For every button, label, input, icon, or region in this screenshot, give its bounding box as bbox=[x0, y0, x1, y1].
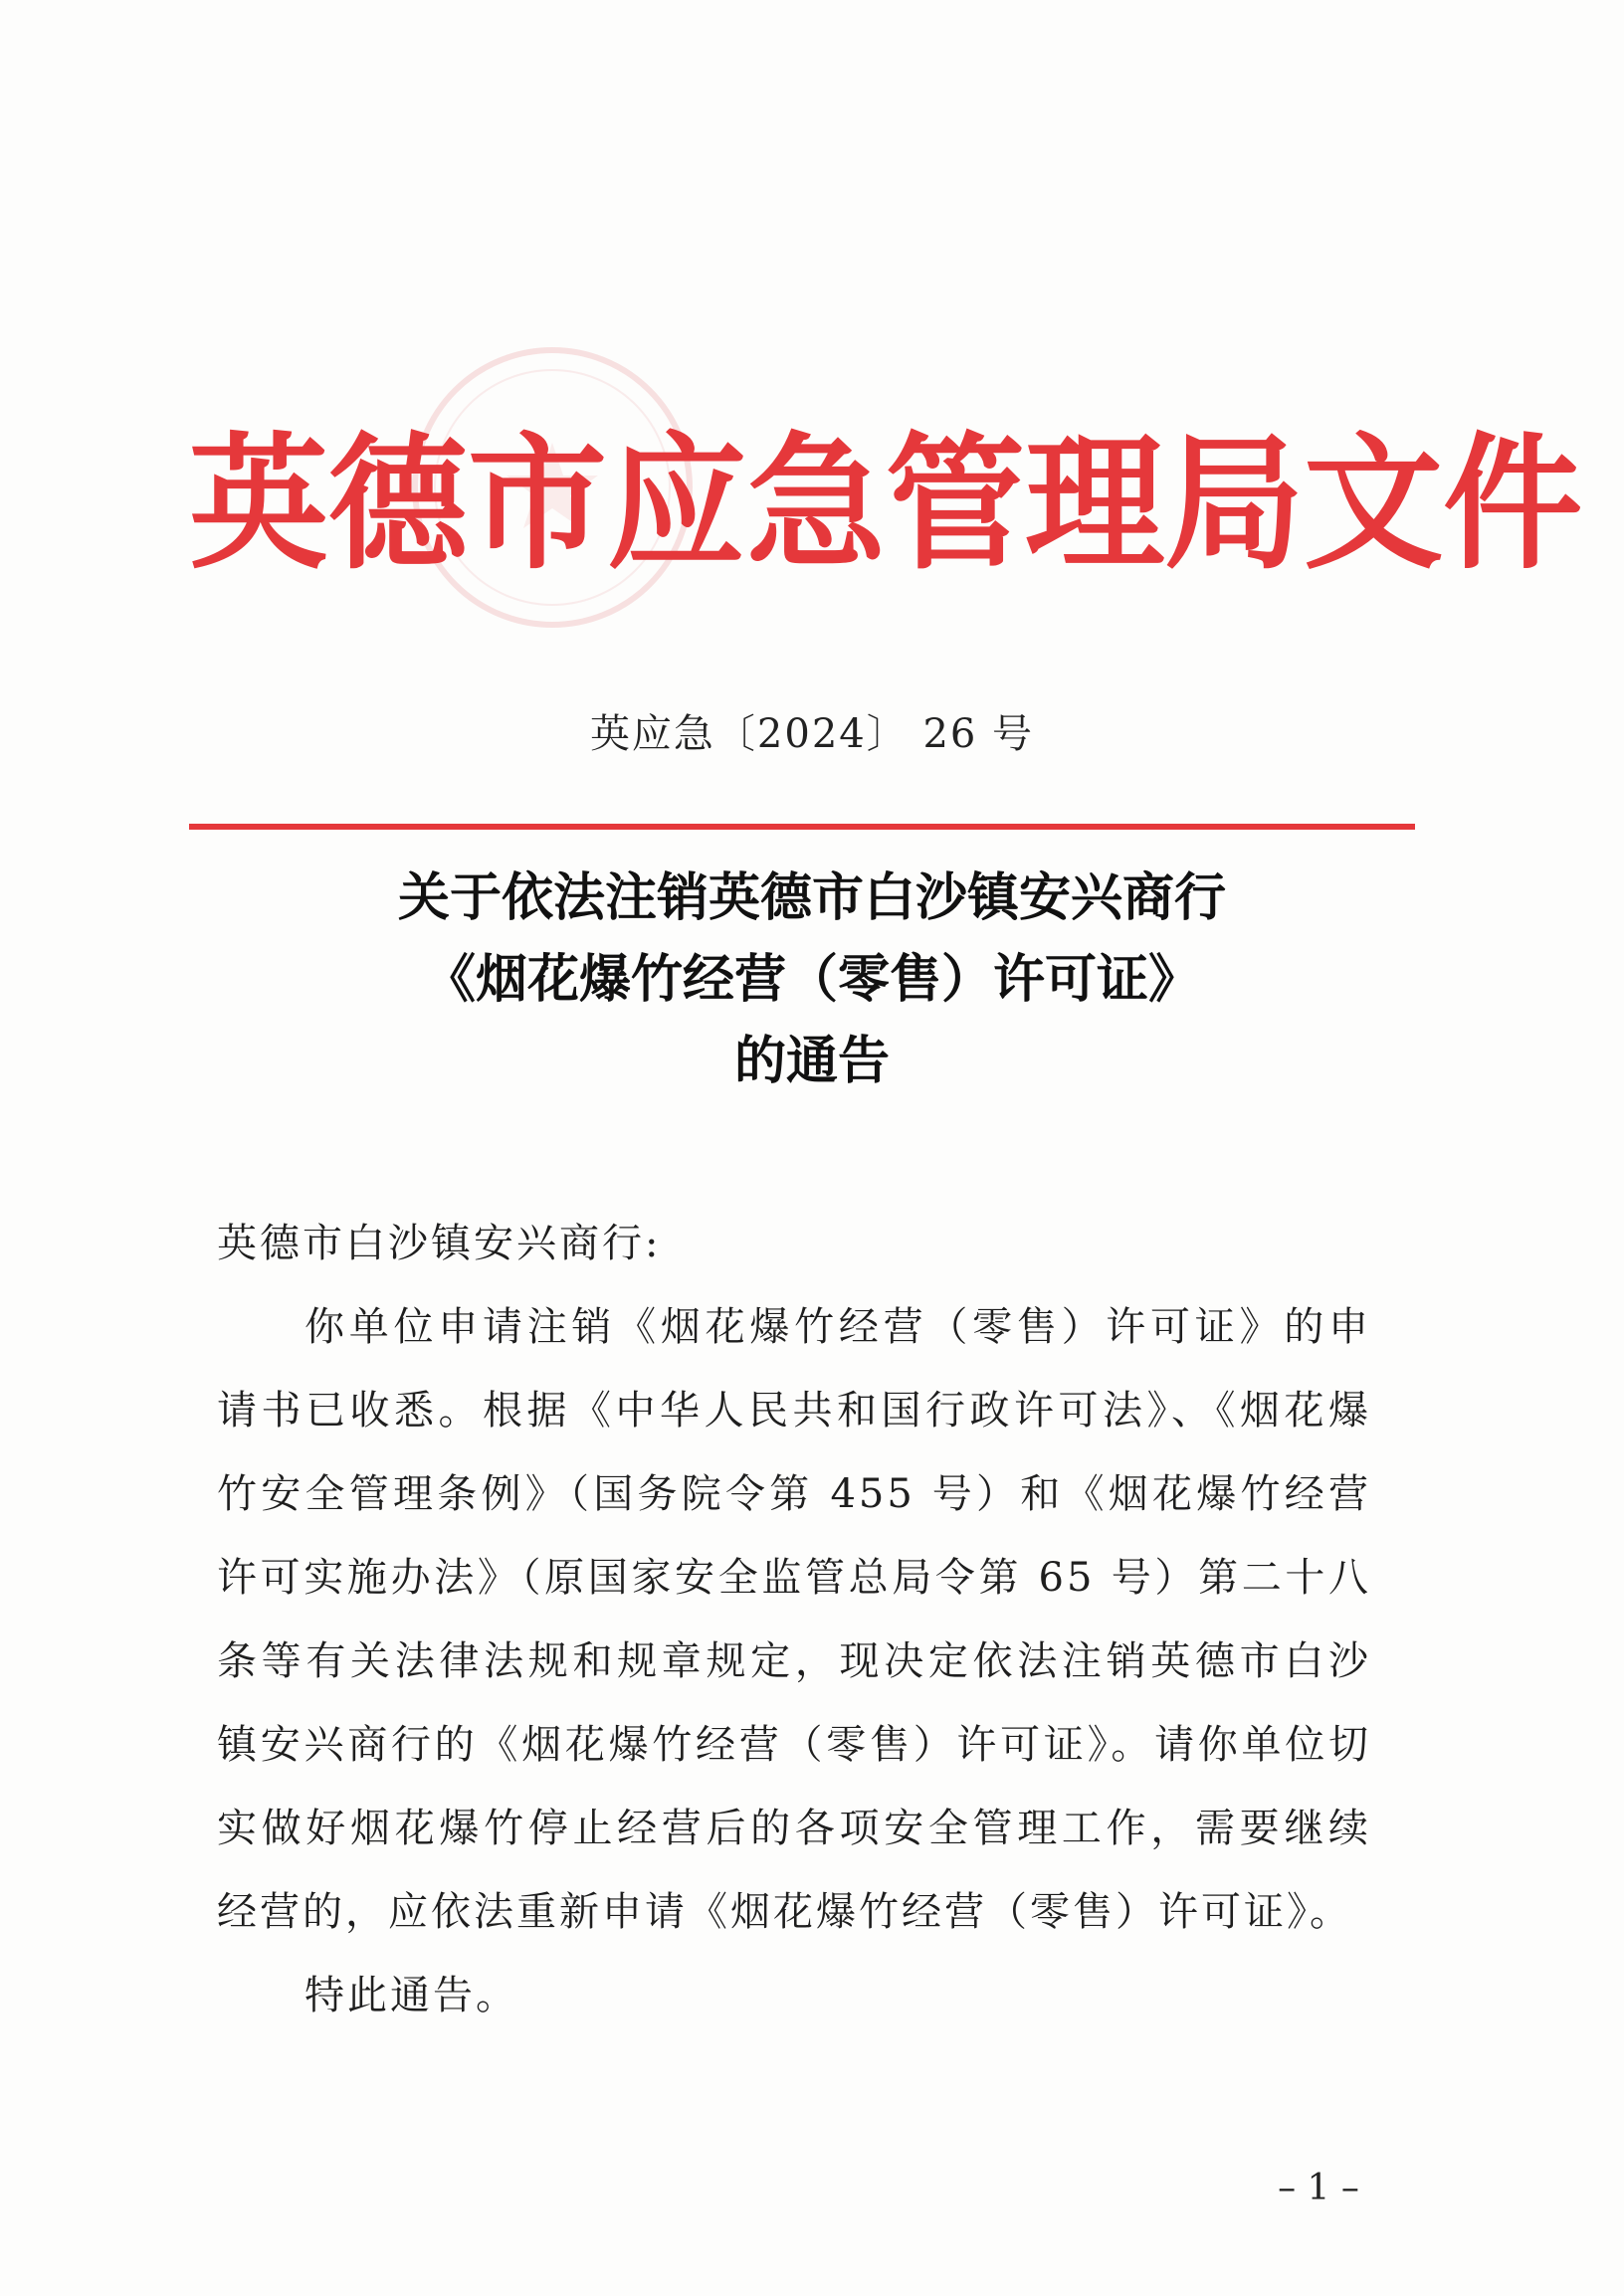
masthead-char: 急 bbox=[746, 419, 887, 591]
red-separator-rule bbox=[189, 824, 1415, 830]
masthead-char: 件 bbox=[1443, 419, 1583, 591]
title-line: 的通告 bbox=[733, 1032, 890, 1091]
masthead-char: 应 bbox=[607, 419, 747, 591]
body-paragraph: 你单位申请注销《烟花爆竹经营（零售）许可证》的申请书已收悉。根据《中华人民共和国行政许可法》、《烟花爆竹安全管理条例》（国务院令第 455 号）和《烟花爆竹经营许可实施办法》（原国家安全监管总局令第 65 号）第二十八条等有关法律法规和规章规定，现决定依法注销英德市白沙镇安兴商行的《烟花爆竹经营（零售）许可证》。请你单位切实做好烟花爆竹停止经营后的各项安全管理工作，需要继续经营的，应依法重新申请《烟花爆竹经营（零售）许可证》。 bbox=[217, 1304, 1371, 1935]
notice-title bbox=[0, 858, 1624, 1102]
masthead-char: 文 bbox=[1304, 419, 1444, 591]
masthead-char: 管 bbox=[886, 419, 1026, 591]
title-line: 《烟花爆竹经营（零售）许可证》 bbox=[423, 950, 1200, 1010]
masthead-char: 局 bbox=[1164, 419, 1305, 591]
masthead-char: 英 bbox=[189, 419, 329, 591]
document-number: 英应急〔2024〕 26 号 bbox=[589, 711, 1035, 757]
page-number: – 1 – bbox=[1278, 2168, 1359, 2208]
notice-body bbox=[217, 1202, 1371, 2037]
salutation: 英德市白沙镇安兴商行: bbox=[217, 1221, 662, 1266]
title-line: 关于依法注销英德市白沙镇安兴商行 bbox=[397, 868, 1226, 928]
masthead-char: 理 bbox=[1025, 419, 1165, 591]
masthead-char: 德 bbox=[328, 419, 469, 591]
masthead-char: 市 bbox=[468, 419, 608, 591]
closing-line: 特此通告。 bbox=[304, 1973, 518, 2018]
issuer-masthead bbox=[189, 416, 1583, 595]
